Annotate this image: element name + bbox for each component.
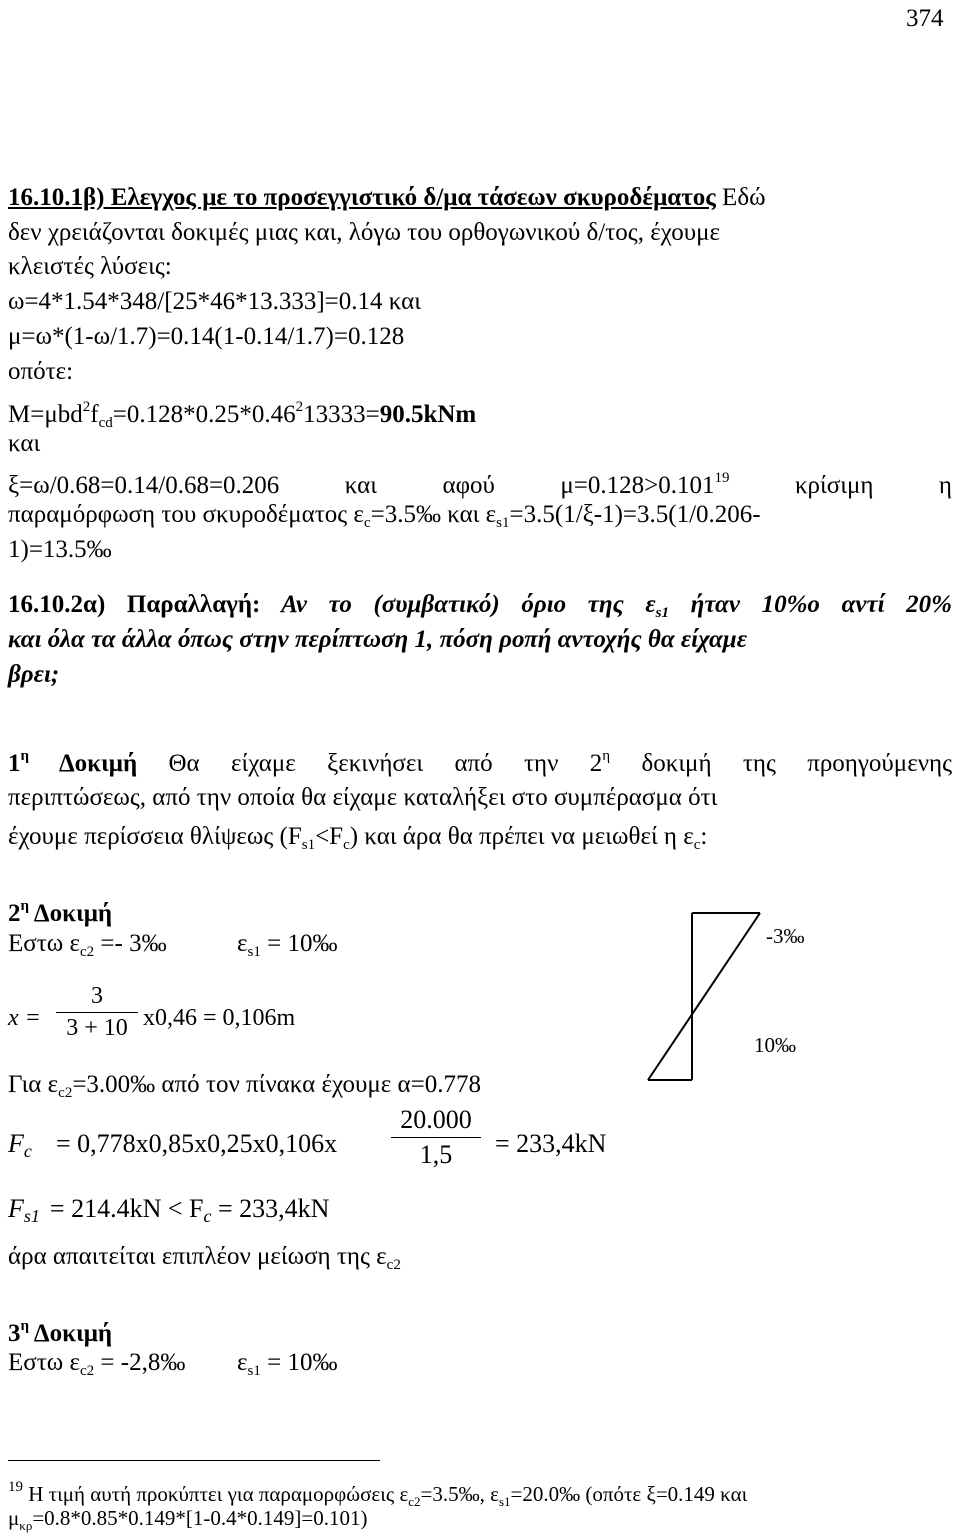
- eq-fc: [8, 1105, 648, 1185]
- sup: η: [20, 748, 30, 764]
- trial-title: Δοκιμή: [29, 750, 138, 777]
- eq-fc-rhs: = 233,4kN: [495, 1129, 607, 1158]
- trial-title: Δοκιμή: [29, 900, 113, 927]
- sub: c2: [80, 944, 95, 960]
- text: Για ε: [8, 1071, 59, 1098]
- trial2-alpha-line: [8, 1068, 481, 1110]
- text: δοκιμή της προηγούμενης: [610, 750, 952, 777]
- trial3-heading: [8, 1310, 112, 1350]
- diagram-top-label: -3‰: [766, 924, 805, 948]
- text: F: [8, 1194, 24, 1223]
- text: ξ=ω/0.68=0.14/0.68=0.206 και αφού μ=0.128>0.101: [8, 472, 715, 499]
- text: =3.5‰, ε: [420, 1482, 499, 1506]
- section-b-xi-line: [8, 462, 952, 502]
- trial2-conclusion: [8, 1240, 401, 1282]
- trial2-strains-right: [237, 927, 337, 969]
- eq-x: [8, 983, 308, 1053]
- text: άρα απαιτείται επιπλέον μείωση της ε: [8, 1243, 387, 1270]
- footnote-line2: [8, 1504, 367, 1540]
- sub: s1: [496, 515, 510, 531]
- text: κρίσιμη η: [729, 472, 952, 499]
- text: Εστω ε: [8, 1349, 80, 1376]
- fraction-bar: [56, 1012, 138, 1013]
- eq-x-numerator: 3: [91, 983, 103, 1009]
- section-b-moment-line: [8, 391, 476, 440]
- section-b-line8: και: [8, 430, 41, 457]
- section-a-line2: και όλα τα άλλα όπως στην περίπτωση 1, πόση ροπή αντοχής θα είχαμε: [8, 626, 747, 653]
- trial3-strains-left: [8, 1346, 185, 1388]
- text: f: [90, 401, 99, 428]
- section-b-heading: 16.10.1β) Ελεγχος με το προσεγγιστικό δ/μα τάσεων σκυροδέματος: [8, 184, 716, 211]
- text: =3.5(1/ξ-1)=3.5(1/0.206-: [509, 501, 761, 528]
- section-b-line6: οπότε:: [8, 358, 74, 385]
- diagram-bottom-label: 10‰: [754, 1033, 796, 1057]
- sub: c: [363, 515, 371, 531]
- sub: c: [203, 1206, 212, 1226]
- sub: s1: [655, 605, 669, 621]
- sub: s1: [23, 1206, 40, 1226]
- text: M=μbd: [8, 401, 83, 428]
- eq-fc-mid: = 0,778x0,85x0,25x0,106x: [56, 1129, 338, 1158]
- trial2-heading: [8, 890, 112, 930]
- sub: cd: [98, 415, 113, 431]
- text: έχουμε περίσσεια θλίψεως (F: [8, 823, 302, 850]
- text: ήταν 10%ο αντί 20%: [668, 591, 952, 618]
- text: =0.128*0.25*0.46: [112, 401, 296, 428]
- footnote-separator: [8, 1460, 380, 1461]
- text: =- 3‰: [94, 930, 167, 957]
- sub: c2: [408, 1494, 421, 1509]
- sup: η: [20, 898, 30, 914]
- eq-fc-numerator: 20.000: [400, 1105, 472, 1134]
- section-b-line2: δεν χρειάζονται δοκιμές μιας και, λόγω του ορθογωνικού δ/τος, έχουμε: [8, 219, 721, 246]
- section-b-line11: 1)=13.5‰: [8, 536, 112, 563]
- eq-x-denominator: 3 + 10: [66, 1015, 128, 1041]
- sub: κρ: [19, 1518, 33, 1533]
- text: ε: [237, 1349, 248, 1376]
- text: :: [700, 823, 708, 850]
- eq-x-fraction: [56, 983, 138, 1042]
- text: Θα είχαμε ξεκινήσει από την 2: [137, 750, 603, 777]
- trial-title: Δοκιμή: [29, 1320, 113, 1347]
- section-b-line1: [8, 181, 952, 214]
- text: ) και άρα θα πρέπει να μειωθεί η ε: [349, 823, 694, 850]
- eq-fc-lhs: [8, 1129, 32, 1162]
- eq-x-lhs: x =: [8, 1005, 41, 1031]
- text: ε: [237, 930, 248, 957]
- trial1-line2: περιπτώσεως, από την οποία θα είχαμε καταλήξει στο συμπέρασμα ότι: [8, 784, 718, 811]
- sub: s1: [301, 837, 316, 853]
- diagram-strain-line: [648, 913, 760, 1080]
- section-b-heading-tail: Εδώ: [715, 184, 766, 211]
- text: Εστω ε: [8, 930, 80, 957]
- trial-number: 2: [8, 900, 21, 927]
- text: = 233,4kN: [211, 1194, 330, 1223]
- text: παραμόρφωση του σκυροδέματος ε: [8, 501, 364, 528]
- eq-fs1: [8, 1192, 329, 1233]
- sub: c: [343, 837, 350, 853]
- eq-fc-denominator: 1,5: [419, 1140, 453, 1169]
- section-b-line4: ω=4*1.54*348/[25*46*13.333]=0.14 και: [8, 288, 421, 315]
- sup: η: [20, 1318, 30, 1334]
- footnote-ref: 19: [714, 470, 730, 486]
- text: = -2,8‰: [94, 1349, 186, 1376]
- section-a-line3: βρει;: [8, 661, 60, 688]
- page-number: 374: [906, 5, 944, 32]
- sub: c: [23, 1141, 32, 1161]
- text: =3.5‰ και ε: [370, 501, 497, 528]
- sup: η: [602, 748, 611, 764]
- footnote-number: 19: [8, 1479, 23, 1495]
- sub: c2: [58, 1085, 73, 1101]
- text: =3.00‰ από τον πίνακα έχουμε α=0.778: [72, 1071, 481, 1098]
- text: = 214.4kN < F: [49, 1194, 204, 1223]
- trial1-line1: [8, 740, 952, 780]
- section-b-strain-line: [8, 498, 761, 540]
- section-a-heading: 16.10.2α) Παραλλαγή:: [8, 591, 261, 618]
- trial-number: 3: [8, 1320, 21, 1347]
- text: <F: [315, 823, 344, 850]
- trial2-strains-left: [8, 927, 167, 969]
- sub: s1: [247, 1363, 261, 1379]
- section-b-line5: μ=ω*(1-ω/1.7)=0.14(1-0.14/1.7)=0.128: [8, 323, 405, 350]
- eq-fc-fraction: [391, 1105, 481, 1170]
- moment-result: 90.5kNm: [379, 401, 477, 428]
- sup: 2: [82, 399, 91, 415]
- sub: s1: [498, 1494, 511, 1509]
- fraction-bar: [391, 1137, 481, 1138]
- sub: c2: [386, 1257, 401, 1273]
- text: μ: [8, 1506, 20, 1530]
- text: =0.8*0.85*0.149*[1-0.4*0.149]=0.101): [32, 1506, 368, 1530]
- text: =20.0‰ (οπότε ξ=0.149 και: [510, 1482, 748, 1506]
- sup: 2: [295, 399, 304, 415]
- sub: s1: [247, 944, 261, 960]
- eq-x-rhs: x0,46 = 0,106m: [143, 1005, 296, 1031]
- text: Αν το (συμβατικό) όριο της ε: [260, 591, 656, 618]
- text: F: [8, 1129, 24, 1158]
- text: 13333=: [303, 401, 380, 428]
- trial3-strains-right: [237, 1346, 337, 1388]
- trial-number: 1: [8, 750, 21, 777]
- sub: c: [693, 837, 701, 853]
- text: = 10‰: [260, 1349, 338, 1376]
- trial1-line3: [8, 820, 707, 862]
- text: = 10‰: [260, 930, 338, 957]
- section-b-line3: κλειστές λύσεις:: [8, 253, 172, 280]
- sub: c2: [80, 1363, 95, 1379]
- text: Η τιμή αυτή προκύπτει για παραμορφώσεις ε: [23, 1482, 409, 1506]
